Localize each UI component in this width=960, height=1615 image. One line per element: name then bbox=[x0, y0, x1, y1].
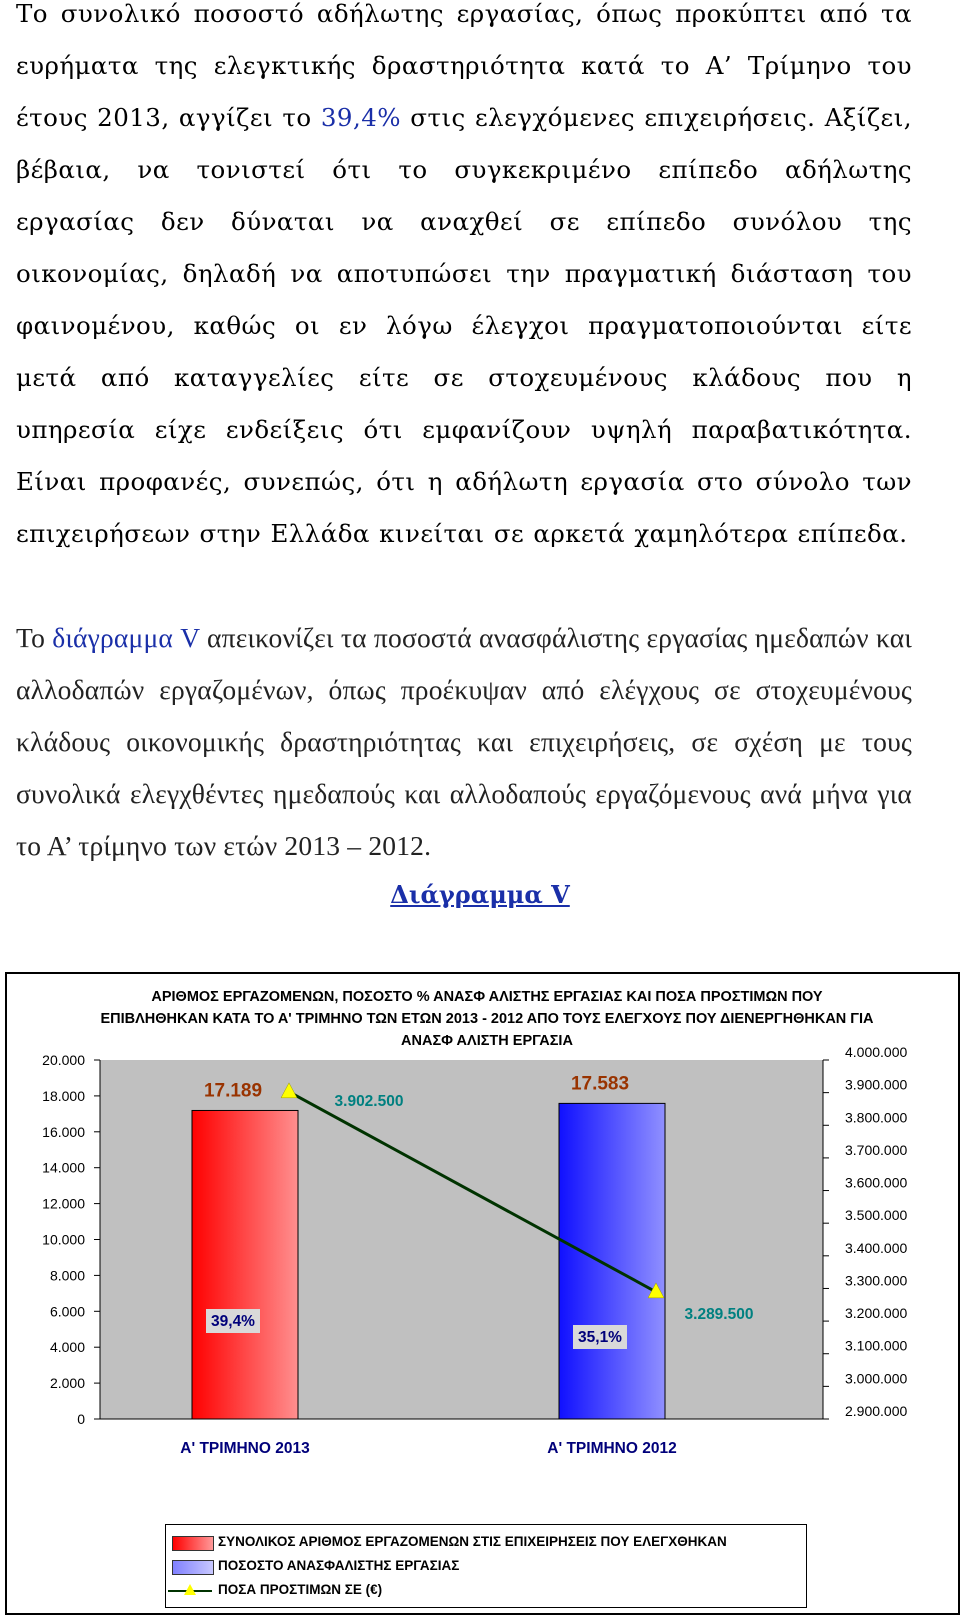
chart-svg bbox=[7, 974, 958, 1613]
right-axis-tick-label: 3.400.000 bbox=[845, 1239, 908, 1256]
legend-label-fines: ΠΟΣΑ ΠΡΟΣΤΙΜΩΝ ΣΕ (€) bbox=[218, 1582, 383, 1597]
paragraph-undeclared-work bbox=[16, 0, 912, 560]
left-axis-tick-label: 4.000 bbox=[49, 1339, 85, 1356]
right-axis-tick-label: 2.900.000 bbox=[845, 1403, 908, 1419]
chart-container bbox=[5, 972, 960, 1615]
right-axis-tick-label: 3.000.000 bbox=[845, 1370, 908, 1387]
right-axis-tick-label: 3.200.000 bbox=[845, 1305, 908, 1322]
diagram-heading: Διάγραμμα V bbox=[390, 880, 570, 909]
right-axis-tick-label: 3.500.000 bbox=[845, 1207, 908, 1224]
percentage-label: 35,1% bbox=[578, 1329, 622, 1346]
category-label: Α' ΤΡΙΜΗΝΟ 2013 bbox=[180, 1440, 310, 1457]
right-axis-tick-label: 3.600.000 bbox=[845, 1174, 908, 1191]
left-axis-tick-label: 8.000 bbox=[49, 1267, 85, 1284]
chart-legend bbox=[165, 1524, 807, 1608]
legend-item-fines bbox=[166, 1579, 806, 1603]
paragraph1-text-end: στις ελεγχόμενες επιχειρήσεις. Αξίζει, βέβαια, να τονιστεί ότι το συγκεκριμένο επίπεδο αδήλωτης εργασίας δεν δύναται να αναχθεί σε επίπεδο συνόλου της οικονομίας, δηλαδή να αποτυπώσει την πραγματική διάσταση του φαινομένου, καθώς οι εν λόγω έλεγχοι πραγματοποιούνται είτε μετά από καταγγελίες είτε σε στοχευμένους κλάδους που η υπηρεσία είχε ενδείξεις ότι εμφανίζουν υψηλή παραβατικότητα. Είναι προφανές, συνεπώς, ότι η αδήλωτη εργασία στο σύνολο των επιχειρήσεων στην Ελλάδα κινείται σε αρκετά χαμηλότερα επίπεδα. bbox=[16, 103, 912, 548]
legend-label-employees: ΣΥΝΟΛΙΚΟΣ ΑΡΙΘΜΟΣ ΕΡΓΑΖΟΜΕΝΩΝ ΣΤΙΣ ΕΠΙΧΕΙΡΗΣΕΙΣ ΠΟΥ ΕΛΕΓΧΘΗΚΑΝ bbox=[218, 1534, 727, 1549]
left-axis-tick-label: 20.000 bbox=[42, 1052, 85, 1068]
right-axis-tick-label: 3.900.000 bbox=[845, 1076, 908, 1093]
legend-swatch-blue bbox=[172, 1560, 214, 1575]
right-axis-tick-label: 3.100.000 bbox=[845, 1337, 908, 1354]
left-axis-tick-label: 0 bbox=[77, 1411, 85, 1427]
legend-label-percentage: ΠΟΣΟΣΤΟ ΑΝΑΣΦΑΛΙΣΤΗΣ ΕΡΓΑΣΙΑΣ bbox=[218, 1558, 460, 1573]
chart-title: ΑΡΙΘΜΟΣ ΕΡΓΑΖΟΜΕΝΩΝ, ΠΟΣΟΣΤΟ % ΑΝΑΣΦ ΑΛΙΣΤΗΣ ΕΡΓΑΣΙΑΣ ΚΑΙ ΠΟΣΑ ΠΡΟΣΤΙΜΩΝ ΠΟΥ ΕΠΙΒΛΗΘΗΚΑΝ ΚΑΤΑ ΤΟ Α' ΤΡΙΜΗΝΟ ΤΩΝ ΕΤΩΝ 2013 - 2012 ΑΠΟ ΤΟΥΣ ΕΛΕΓΧΟΥΣ ΠΟΥ ΔΙΕΝΕΡΓΗΘΗΚΑΝ ΓΙΑ ΑΝΑΣΦ ΑΛΙΣΤΗ ΕΡΓΑΣΙΑ bbox=[100, 989, 874, 1049]
left-axis-tick-label: 10.000 bbox=[42, 1231, 85, 1248]
legend-item-percentage bbox=[166, 1555, 806, 1579]
paragraph2-text-end: απεικονίζει τα ποσοστά ανασφάλιστης εργασίας ημεδαπών και αλλοδαπών εργαζομένων, όπως προέκυψαν από ελέγχους σε στοχευμένους κλάδους οικονομικής δραστηριότητας και επιχειρήσεις, σε σχέση με τους συνολικά ελεγχθέντες ημεδαπούς και αλλοδαπούς εργαζόμενους ανά μήνα για το Α’ τρίμηνο των ετών 2013 – 2012. bbox=[16, 622, 912, 861]
fines-value-label: 3.289.500 bbox=[684, 1306, 754, 1323]
legend-triangle-marker-icon bbox=[184, 1584, 196, 1595]
right-axis-tick-label: 3.800.000 bbox=[845, 1109, 908, 1126]
right-axis-tick-label: 3.700.000 bbox=[845, 1141, 908, 1158]
legend-item-employees bbox=[166, 1531, 806, 1555]
left-axis-tick-label: 2.000 bbox=[49, 1375, 85, 1392]
left-axis-tick-label: 16.000 bbox=[42, 1123, 85, 1140]
legend-swatch-red bbox=[172, 1536, 214, 1551]
diagram-reference: διάγραμμα V bbox=[52, 622, 200, 653]
left-axis-tick-label: 14.000 bbox=[42, 1159, 85, 1176]
percentage-label: 39,4% bbox=[211, 1313, 255, 1330]
bar-employees bbox=[559, 1103, 665, 1419]
right-axis-tick-label: 4.000.000 bbox=[845, 1044, 908, 1060]
bar-employees bbox=[192, 1110, 298, 1419]
paragraph-diagram-description bbox=[16, 612, 912, 872]
right-axis-tick-label: 3.300.000 bbox=[845, 1272, 908, 1289]
category-label: Α' ΤΡΙΜΗΝΟ 2012 bbox=[547, 1440, 677, 1457]
left-axis-tick-label: 12.000 bbox=[42, 1195, 85, 1212]
percentage-highlight: 39,4% bbox=[320, 103, 401, 132]
bar-value-label: 17.189 bbox=[203, 1080, 263, 1102]
bar-value-label: 17.583 bbox=[570, 1073, 630, 1095]
fines-value-label: 3.902.500 bbox=[334, 1093, 404, 1110]
paragraph2-text-start: Το bbox=[16, 622, 53, 653]
left-axis-tick-label: 6.000 bbox=[49, 1303, 85, 1320]
paragraph1-text-start: Το συνολικό ποσοστό αδήλωτης εργασίας, όπως προκύπτει από τα ευρήματα της ελεγκτικής δραστηριότητα κατά το Α’ Τρίμηνο του έτους 2013, αγγίζει το bbox=[16, 0, 912, 132]
left-axis-tick-label: 18.000 bbox=[42, 1087, 85, 1104]
